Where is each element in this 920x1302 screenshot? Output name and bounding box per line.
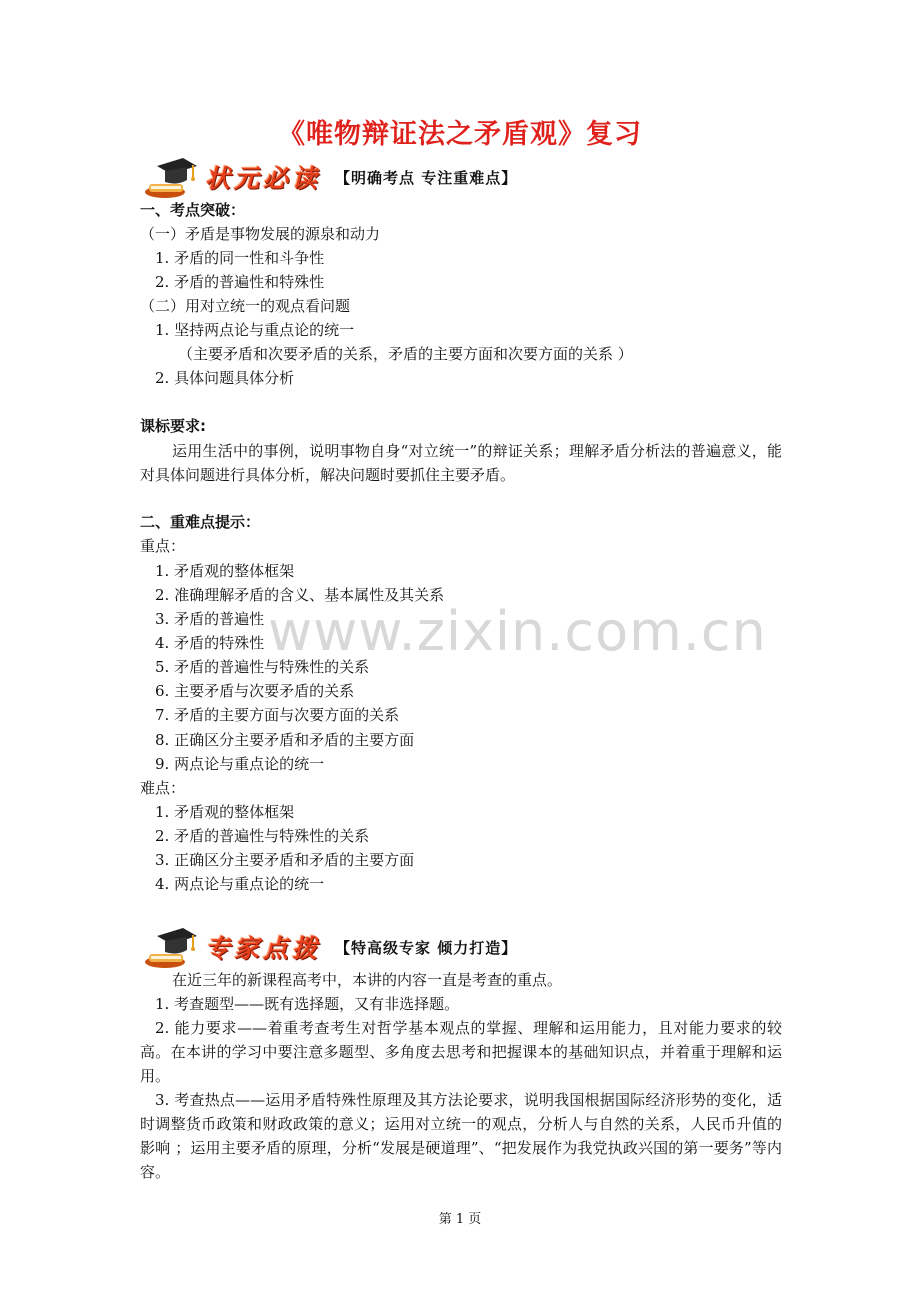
section-heading-key-difficult: 二、重难点提示： <box>140 513 261 531</box>
banner-subtitle: 【明确考点 专注重难点】 <box>335 168 518 187</box>
banner-title: 专家点拨 <box>205 934 322 963</box>
key-point-item: 9. 两点论与重点论的统一 <box>155 755 325 773</box>
list-item: 2. 具体问题具体分析 <box>155 369 295 387</box>
expert-intro: 在近三年的新课程高考中，本讲的内容一直是考查的重点。 <box>172 971 563 989</box>
banner-subtitle: 【特高级专家 倾力打造】 <box>335 938 518 957</box>
page-title: 《唯物辩证法之矛盾观》复习 <box>278 119 642 150</box>
banner-must-read <box>143 154 517 200</box>
graduation-cap-book-icon <box>143 154 199 200</box>
banner-expert-tips <box>143 924 517 970</box>
list-item: （一）矛盾是事物发展的源泉和动力 <box>140 225 381 243</box>
expert-paragraph: 3. 考查热点——运用矛盾特殊性原理及其方法论要求，说明我国根据国际经济形势的变化，适时调整货币政策和财政政策的意义；运用对立统一的观点，分析人与自然的关系，人民币升值的影响 ；运用主要矛盾的原理，分析“发展是硬道理”、“把发展作为我党执政兴国的第一要务”等内容。 <box>140 1091 782 1181</box>
difficult-point-item: 4. 两点论与重点论的统一 <box>155 875 325 893</box>
key-point-item: 7. 矛盾的主要方面与次要方面的关系 <box>155 706 400 724</box>
list-item: 1. 矛盾的同一性和斗争性 <box>155 249 325 267</box>
difficult-point-item: 3. 正确区分主要矛盾和矛盾的主要方面 <box>155 851 415 869</box>
key-points-label: 重点： <box>140 537 186 555</box>
curriculum-heading: 课标要求: <box>140 417 206 435</box>
expert-paragraph: 2. 能力要求——着重考查考生对哲学基本观点的掌握、理解和运用能力，且对能力要求的较高。在本讲的学习中要注意多题型、多角度去思考和把握课本的基础知识点，并着重于理解和运用。 <box>140 1019 782 1085</box>
page-number: 第 1 页 <box>438 1212 482 1227</box>
difficult-point-item: 2. 矛盾的普遍性与特殊性的关系 <box>155 827 370 845</box>
list-item: 1. 坚持两点论与重点论的统一 <box>155 321 355 339</box>
curriculum-text: 运用生活中的事例，说明事物自身“对立统一”的辩证关系；理解矛盾分析法的普遍意义，能对具体问题进行具体分析，解决问题时要抓住主要矛盾。 <box>140 442 782 484</box>
difficult-point-item: 1. 矛盾观的整体框架 <box>155 803 295 821</box>
key-point-item: 8. 正确区分主要矛盾和矛盾的主要方面 <box>155 731 415 749</box>
difficult-points-label: 难点： <box>140 779 186 797</box>
section-heading-exam-points: 一、考点突破： <box>140 201 246 219</box>
watermark: www.zixin.com.cn <box>268 600 767 663</box>
list-item-note: （主要矛盾和次要矛盾的关系，矛盾的主要方面和次要方面的关系 ） <box>178 345 633 363</box>
banner-title: 状元必读 <box>205 164 322 193</box>
list-item: （二）用对立统一的观点看问题 <box>140 297 351 315</box>
key-point-item: 2. 准确理解矛盾的含义、基本属性及其关系 <box>155 586 445 604</box>
key-point-item: 6. 主要矛盾与次要矛盾的关系 <box>155 682 355 700</box>
key-point-item: 1. 矛盾观的整体框架 <box>155 562 295 580</box>
key-point-item: 5. 矛盾的普遍性与特殊性的关系 <box>155 658 370 676</box>
key-point-item: 4. 矛盾的特殊性 <box>155 634 265 652</box>
graduation-cap-book-icon <box>143 924 199 970</box>
expert-paragraph: 1. 考查题型——既有选择题，又有非选择题。 <box>155 995 460 1013</box>
key-point-item: 3. 矛盾的普遍性 <box>155 610 265 628</box>
list-item: 2. 矛盾的普遍性和特殊性 <box>155 273 325 291</box>
